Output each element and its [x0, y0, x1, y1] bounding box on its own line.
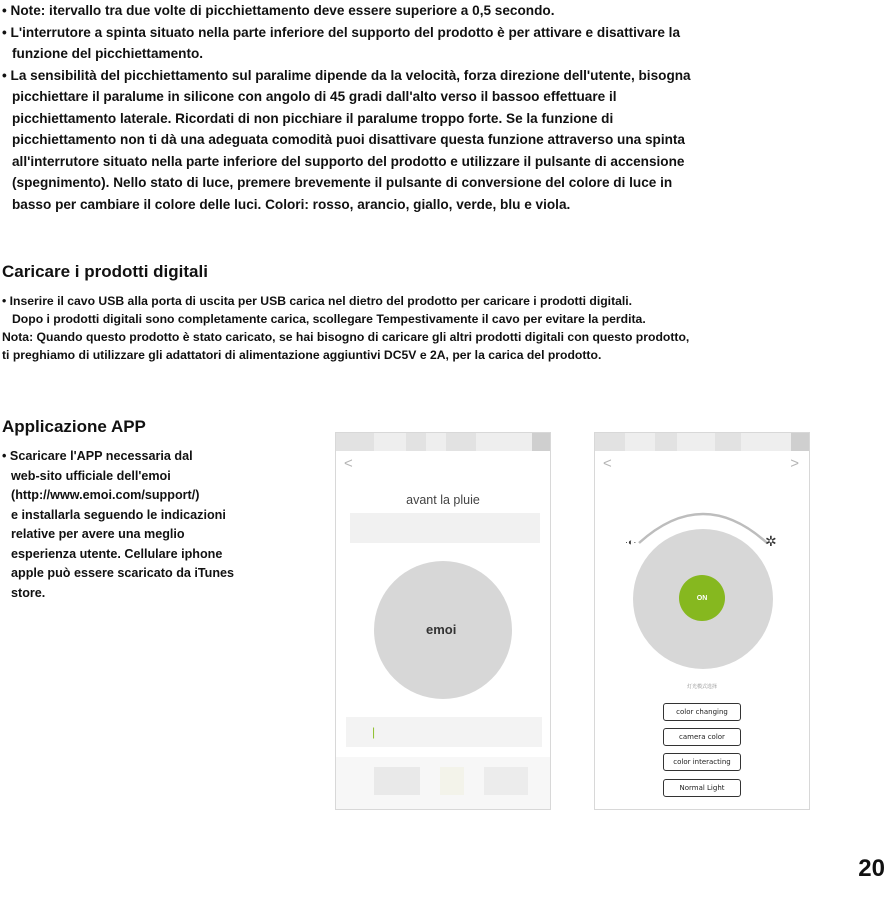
phone-screen-2 [594, 432, 810, 810]
note-3-line-6: (spegnimento). Nello stato di luce, premere brevemente il pulsante di conversione del colore di luce in [12, 175, 673, 190]
mode-color-changing-button[interactable]: color changing [663, 703, 741, 721]
mode-camera-color-button[interactable]: camera color [663, 728, 741, 746]
note-1 [2, 0, 882, 22]
status-bar-block [446, 433, 476, 451]
back-button[interactable]: < [344, 455, 353, 472]
mode-normal-light-button[interactable]: Normal Light [663, 779, 741, 797]
note-2 [2, 22, 882, 65]
app-line-6: esperienza utente. Cellulare iphone [11, 546, 223, 561]
charge-line-2: Dopo i prodotti digitali sono completamente carica, scollegare Tempestivamente il cavo per evitare la perdita. [12, 312, 646, 326]
toolbar-item[interactable] [374, 767, 420, 795]
toolbar-item[interactable] [484, 767, 528, 795]
bullet-marker: • [2, 449, 7, 463]
status-bar-block [532, 433, 550, 451]
input-bar[interactable] [346, 717, 542, 747]
back-button[interactable]: < [603, 455, 612, 472]
status-bar-block [336, 433, 374, 451]
charge-bullet [2, 292, 887, 328]
bullet-marker: • [2, 67, 7, 83]
toolbar-item[interactable] [440, 767, 464, 795]
note-3 [2, 65, 882, 216]
app-line-4: e installarla seguendo le indicazioni [11, 507, 226, 522]
status-bar-block [791, 433, 809, 451]
status-bar [595, 433, 809, 451]
status-bar-block [406, 433, 426, 451]
charge-line-1: Inserire il cavo USB alla porta di uscita per USB carica nel dietro del prodotto per caricare i prodotti digitali. [9, 294, 633, 308]
charge-note-line-2: ti preghiamo di utilizzare gli adattatori di alimentazione aggiuntivi DC5V e 2A, per la carica del prodotto. [2, 348, 602, 362]
power-on-button[interactable]: ON [679, 575, 725, 621]
app-description [2, 447, 302, 603]
note-3-line-4: picchiettamento non ti dà una adeguata comodità puoi disattivare questa funzione attraverso una spinta [12, 132, 685, 147]
status-bar-block [655, 433, 677, 451]
status-bar-block [715, 433, 741, 451]
notes-section [2, 0, 882, 215]
note-3-line-1: La sensibilità del picchiettamento sul paralime dipende da la velocità, forza direzione dell'utente, bisogna [10, 67, 691, 83]
blurred-panel [350, 513, 540, 543]
charge-section [2, 292, 887, 364]
note-1-line-1: Note: itervallo tra due volte di picchiettamento deve essere superiore a 0,5 secondo. [10, 3, 555, 18]
note-3-line-5: all'interrutore situato nella parte inferiore del supporto del prodotto e utilizzare il pulsante di accensione [12, 153, 685, 169]
charge-heading: Caricare i prodotti digitali [2, 262, 208, 281]
status-bar [336, 433, 550, 451]
bullet-marker: • [2, 294, 7, 308]
charge-note [2, 328, 887, 364]
app-line-1: Scaricare l'APP necessaria dal [9, 449, 193, 463]
preset-title: avant la pluie [406, 493, 480, 507]
forward-button[interactable]: > [790, 455, 799, 472]
brand-logo-text: emoi [426, 622, 457, 637]
text-cursor: | [372, 725, 376, 739]
page-number: 20 [858, 855, 885, 882]
app-line-3: (http://www.emoi.com/support/) [11, 488, 200, 502]
bullet-marker: • [2, 24, 7, 40]
phone-screen-1 [335, 432, 551, 810]
note-2-line-1: L'interrutore a spinta situato nella parte inferiore del supporto del prodotto è per attivare e disattivare la [10, 24, 681, 40]
mode-color-interacting-button[interactable]: color interacting [663, 753, 741, 771]
app-line-5: relative per avere una meglio [11, 527, 185, 541]
app-section [2, 447, 302, 603]
note-3-line-3: picchiettamento laterale. Ricordati di non picchiare il paralume troppo forte. Se la funzione di [12, 110, 614, 126]
bullet-marker: • [2, 3, 7, 18]
app-line-8: store. [11, 585, 46, 600]
bright-icon: ✲ [765, 533, 777, 549]
note-3-line-2: picchiettare il paralume in silicone con angolo di 45 gradi dall'alto verso il bassoo effettuare il [12, 89, 617, 104]
note-3-line-7: basso per cambiare il colore delle luci. Colori: rosso, arancio, giallo, verde, blu e viola. [12, 196, 571, 212]
status-bar-block [595, 433, 625, 451]
app-line-2: web-sito ufficiale dell'emoi [11, 468, 171, 483]
mode-caption: 灯光模式选择 [686, 684, 717, 690]
note-2-line-2: funzione del picchiettamento. [12, 46, 204, 61]
dim-icon: ·◐· [625, 537, 637, 547]
app-line-7: apple può essere scaricato da iTunes [11, 566, 235, 580]
charge-note-line-1: Nota: Quando questo prodotto è stato caricato, se hai bisogno di caricare gli altri prodotti digitali con questo prodotto, [2, 330, 690, 344]
app-heading: Applicazione APP [2, 417, 146, 436]
